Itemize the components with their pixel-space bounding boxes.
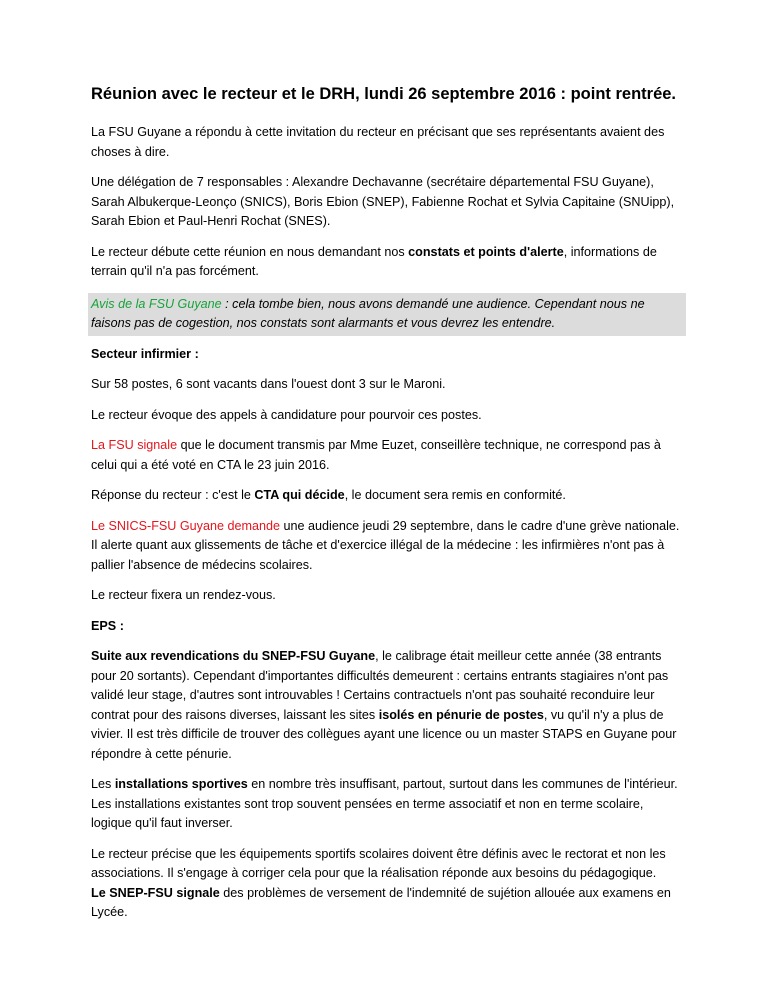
callout-label: Avis de la FSU Guyane bbox=[91, 296, 222, 311]
text-run: une audience jeudi 29 septembre, dans le cadre d'une grève nationale. Il alerte quant aux glissements de tâche et d'exercice illégal de la médecine : les infirmières n'ont pas à pallier l'absence de médecins scolaires. bbox=[91, 518, 680, 572]
text-run: , le document sera remis en conformité. bbox=[344, 488, 566, 502]
snics-paragraph bbox=[91, 517, 683, 576]
fsu-signale-paragraph bbox=[91, 436, 683, 475]
callout-text bbox=[91, 295, 683, 334]
document-body bbox=[91, 82, 683, 934]
red-label: La FSU signale bbox=[91, 438, 178, 452]
red-label: Le SNICS-FSU Guyane demande bbox=[91, 518, 280, 533]
bold-run: Le SNEP-FSU signale bbox=[91, 885, 220, 900]
installations-paragraph bbox=[91, 775, 683, 834]
bold-run: Secteur infirmier : bbox=[91, 346, 199, 361]
section-heading-eps bbox=[91, 617, 683, 637]
bold-run: EPS : bbox=[91, 618, 124, 633]
text-run: que le document transmis par Mme Euzet, conseillère technique, ne correspond pas à celui qui a été voté en CTA le 23 juin 2016. bbox=[91, 438, 661, 472]
rdv-paragraph: Le recteur fixera un rendez-vous. bbox=[91, 588, 276, 602]
bold-run: Suite aux revendications du SNEP-FSU Guyane bbox=[91, 649, 376, 663]
snep-signale-paragraph bbox=[91, 884, 683, 923]
bold-run: installations sportives bbox=[114, 777, 248, 791]
text-run: , informations de terrain qu'il n'a pas forcément. bbox=[91, 244, 657, 278]
fsu-opinion-callout bbox=[88, 293, 686, 336]
bold-run: isolés en pénurie de postes bbox=[378, 707, 544, 722]
text-run: en nombre très insuffisant, partout, surtout dans les communes de l'intérieur. Les installations existantes sont trop souvent pensées en terme associatif et non en terme scolaire, logique qu'il faut inverser. bbox=[91, 777, 678, 830]
eps-paragraph bbox=[91, 647, 683, 764]
callout-body: : cela tombe bien, nous avons demandé une audience. Cependant nous ne faisons pas de cogestion, nos constats sont alarmants et vous devrez les entendre. bbox=[91, 296, 645, 330]
section-heading-infirmier bbox=[91, 345, 683, 365]
rector-opening-paragraph bbox=[91, 243, 683, 282]
text-run: Le recteur débute cette réunion en nous demandant nos bbox=[91, 244, 409, 259]
text-run: des problèmes de versement de l'indemnité de sujétion allouée aux examens en Lycée. bbox=[91, 885, 671, 919]
rector-response-paragraph bbox=[91, 486, 683, 506]
bold-run: constats et points d'alerte bbox=[408, 244, 564, 259]
delegation-paragraph: Une délégation de 7 responsables : Alexandre Dechavanne (secrétaire départemental FSU Guyane), Sarah Albukerque-Leonço (SNICS), Boris Ebion (SNEP), Fabienne Rochat et Sylvia Capitaine (SNUipp), Sarah Ebion et Paul-Henri Rochat (SNES). bbox=[91, 175, 675, 228]
text-run: , le calibrage était meilleur cette année (38 entrants pour 20 sortants). Cependant d'importantes difficultés demeurent : certains entrants stagiaires n'ont pas validé leur stage, d'autres sont introuvables ! Certains contractuels n'ont pas souhaité reconduire leur contrat pour des raisons diverses, laissant les sites bbox=[91, 649, 669, 722]
page-title: Réunion avec le recteur et le DRH, lundi 26 septembre 2016 : point rentrée. bbox=[91, 85, 677, 103]
text-run: , vu qu'il n'y a plus de vivier. Il est très difficile de trouver des collègues ayant une licence ou un master STAPS en Guyane pour répondre à cette pénurie. bbox=[91, 707, 677, 761]
text-run: Réponse du recteur : c'est le bbox=[91, 488, 255, 502]
bold-run: CTA qui décide bbox=[254, 488, 345, 502]
postes-paragraph: Sur 58 postes, 6 sont vacants dans l'ouest dont 3 sur le Maroni. bbox=[91, 377, 446, 391]
equipements-paragraph: Le recteur précise que les équipements sportifs scolaires doivent être définis avec le rectorat et non les associations. Il s'engage à corriger cela pour que la réalisation réponde aux besoins du pédagogique. bbox=[91, 846, 666, 880]
appels-paragraph: Le recteur évoque des appels à candidature pour pourvoir ces postes. bbox=[91, 407, 482, 422]
text-run: Les bbox=[91, 777, 115, 791]
intro-paragraph: La FSU Guyane a répondu à cette invitation du recteur en précisant que ses représentants avaient des choses à dire. bbox=[91, 125, 665, 159]
